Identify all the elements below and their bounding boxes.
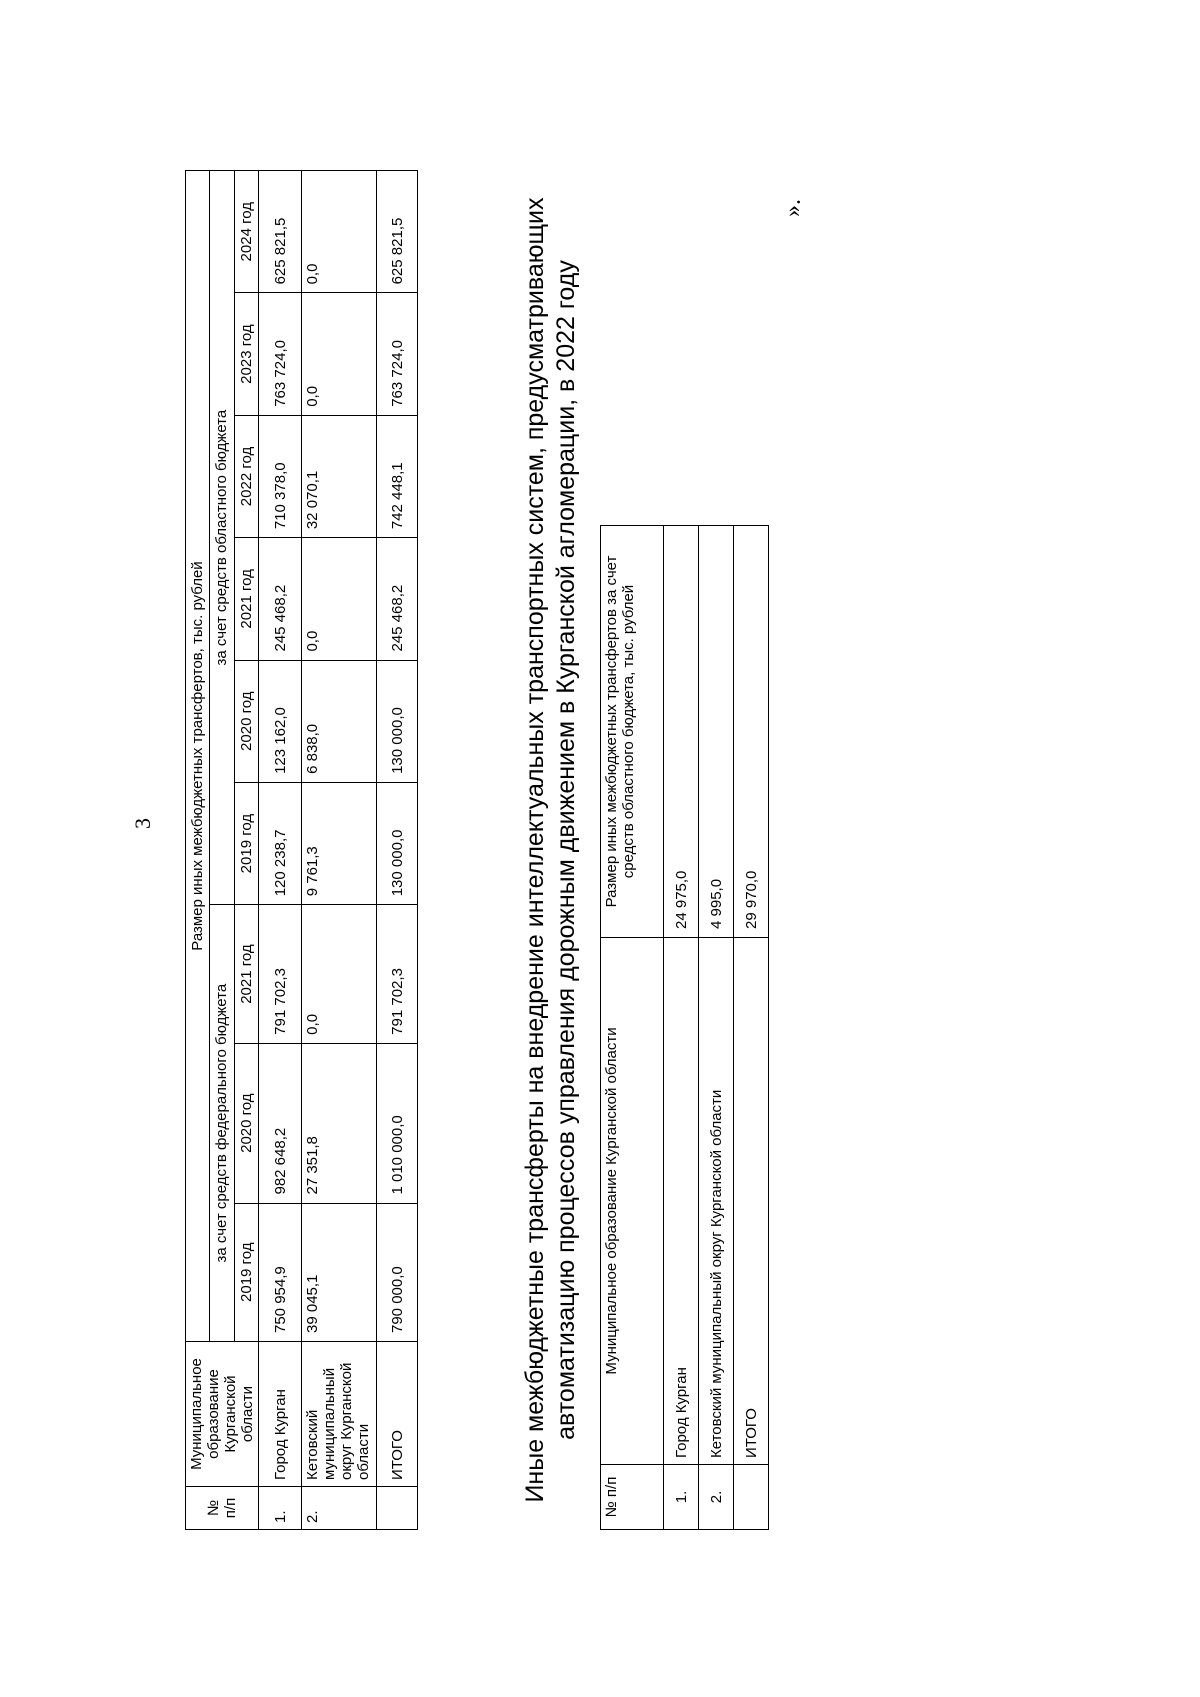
cell-value: 0,0 [302, 293, 377, 415]
row-name: Город Курган [664, 938, 699, 1465]
year-header: 2023 год [234, 293, 258, 415]
row-name: ИТОГО [377, 1342, 418, 1487]
cell-value: 24 975,0 [664, 526, 699, 938]
cell-value: 245 468,2 [377, 538, 418, 660]
year-header: 2024 год [234, 171, 258, 293]
page-number: 3 [130, 818, 155, 829]
cell-value: 982 648,2 [259, 1043, 302, 1203]
row-num: 1. [664, 1465, 699, 1530]
transfers-table [185, 170, 418, 1530]
year-header: 2021 год [234, 538, 258, 660]
table-header-row [601, 526, 664, 1530]
header-regional: за счет средств областного бюджета [210, 171, 234, 905]
cell-value: 27 351,8 [302, 1043, 377, 1203]
cell-value: 130 000,0 [377, 782, 418, 904]
header-size: Размер иных межбюджетных трансфертов за счет средств областного бюджета, тыс. рублей [601, 526, 664, 938]
table-total-row [377, 171, 418, 1530]
table-header-years [234, 171, 258, 1530]
cell-value: 4 995,0 [699, 526, 734, 938]
header-num: № п/п [186, 1487, 259, 1530]
closing-quote: ». [780, 199, 806, 217]
table-row [664, 526, 699, 1530]
cell-value: 750 954,9 [259, 1203, 302, 1341]
cell-value: 29 970,0 [734, 526, 769, 938]
table-row [699, 526, 734, 1530]
cell-value: 763 724,0 [377, 293, 418, 415]
cell-value: 0,0 [302, 905, 377, 1044]
cell-value: 39 045,1 [302, 1203, 377, 1341]
cell-value: 763 724,0 [259, 293, 302, 415]
cell-value: 791 702,3 [377, 905, 418, 1044]
year-header: 2020 год [234, 660, 258, 782]
row-name: Кетовский муниципальный округ Курганской области [302, 1342, 377, 1487]
row-num: 2. [699, 1465, 734, 1530]
cell-value: 6 838,0 [302, 660, 377, 782]
year-header: 2022 год [234, 415, 258, 537]
cell-value: 120 238,7 [259, 782, 302, 904]
header-num: № п/п [601, 1465, 664, 1530]
row-num: 2. [302, 1487, 377, 1530]
year-header: 2019 год [234, 1203, 258, 1341]
table-header-row [186, 171, 210, 1530]
table-total-row [734, 526, 769, 1530]
row-name: ИТОГО [734, 938, 769, 1465]
cell-value: 742 448,1 [377, 415, 418, 537]
year-header: 2021 год [234, 905, 258, 1044]
header-federal: за счет средств федерального бюджета [210, 905, 234, 1342]
cell-value: 0,0 [302, 538, 377, 660]
cell-value: 130 000,0 [377, 660, 418, 782]
year-header: 2019 год [234, 782, 258, 904]
row-num [734, 1465, 769, 1530]
table-header-row [210, 171, 234, 1530]
row-name: Кетовский муниципальный округ Курганской области [699, 938, 734, 1465]
row-num [377, 1487, 418, 1530]
cell-value: 245 468,2 [259, 538, 302, 660]
row-num: 1. [259, 1487, 302, 1530]
transfers-2022-table [600, 525, 769, 1530]
table-row [302, 171, 377, 1530]
cell-value: 625 821,5 [377, 171, 418, 293]
cell-value: 123 162,0 [259, 660, 302, 782]
row-name: Город Курган [259, 1342, 302, 1487]
cell-value: 625 821,5 [259, 171, 302, 293]
header-municipality: Муниципальное образование Курганской области [601, 938, 664, 1465]
cell-value: 791 702,3 [259, 905, 302, 1044]
header-size: Размер иных межбюджетных трансфертов, тыс. рублей [186, 171, 210, 1342]
header-municipality: Муниципальное образование Курганской области [186, 1342, 259, 1487]
year-header: 2020 год [234, 1043, 258, 1203]
cell-value: 32 070,1 [302, 415, 377, 537]
table-row [259, 171, 302, 1530]
section-heading: Иные межбюджетные трансферты на внедрение интеллектуальных транспортных систем, предусматривающих автоматизацию процессов управления дорожным движением в Курганской агломерации, в 2022 году [521, 197, 580, 1503]
cell-value: 9 761,3 [302, 782, 377, 904]
cell-value: 790 000,0 [377, 1203, 418, 1341]
cell-value: 1 010 000,0 [377, 1043, 418, 1203]
cell-value: 0,0 [302, 171, 377, 293]
cell-value: 710 378,0 [259, 415, 302, 537]
